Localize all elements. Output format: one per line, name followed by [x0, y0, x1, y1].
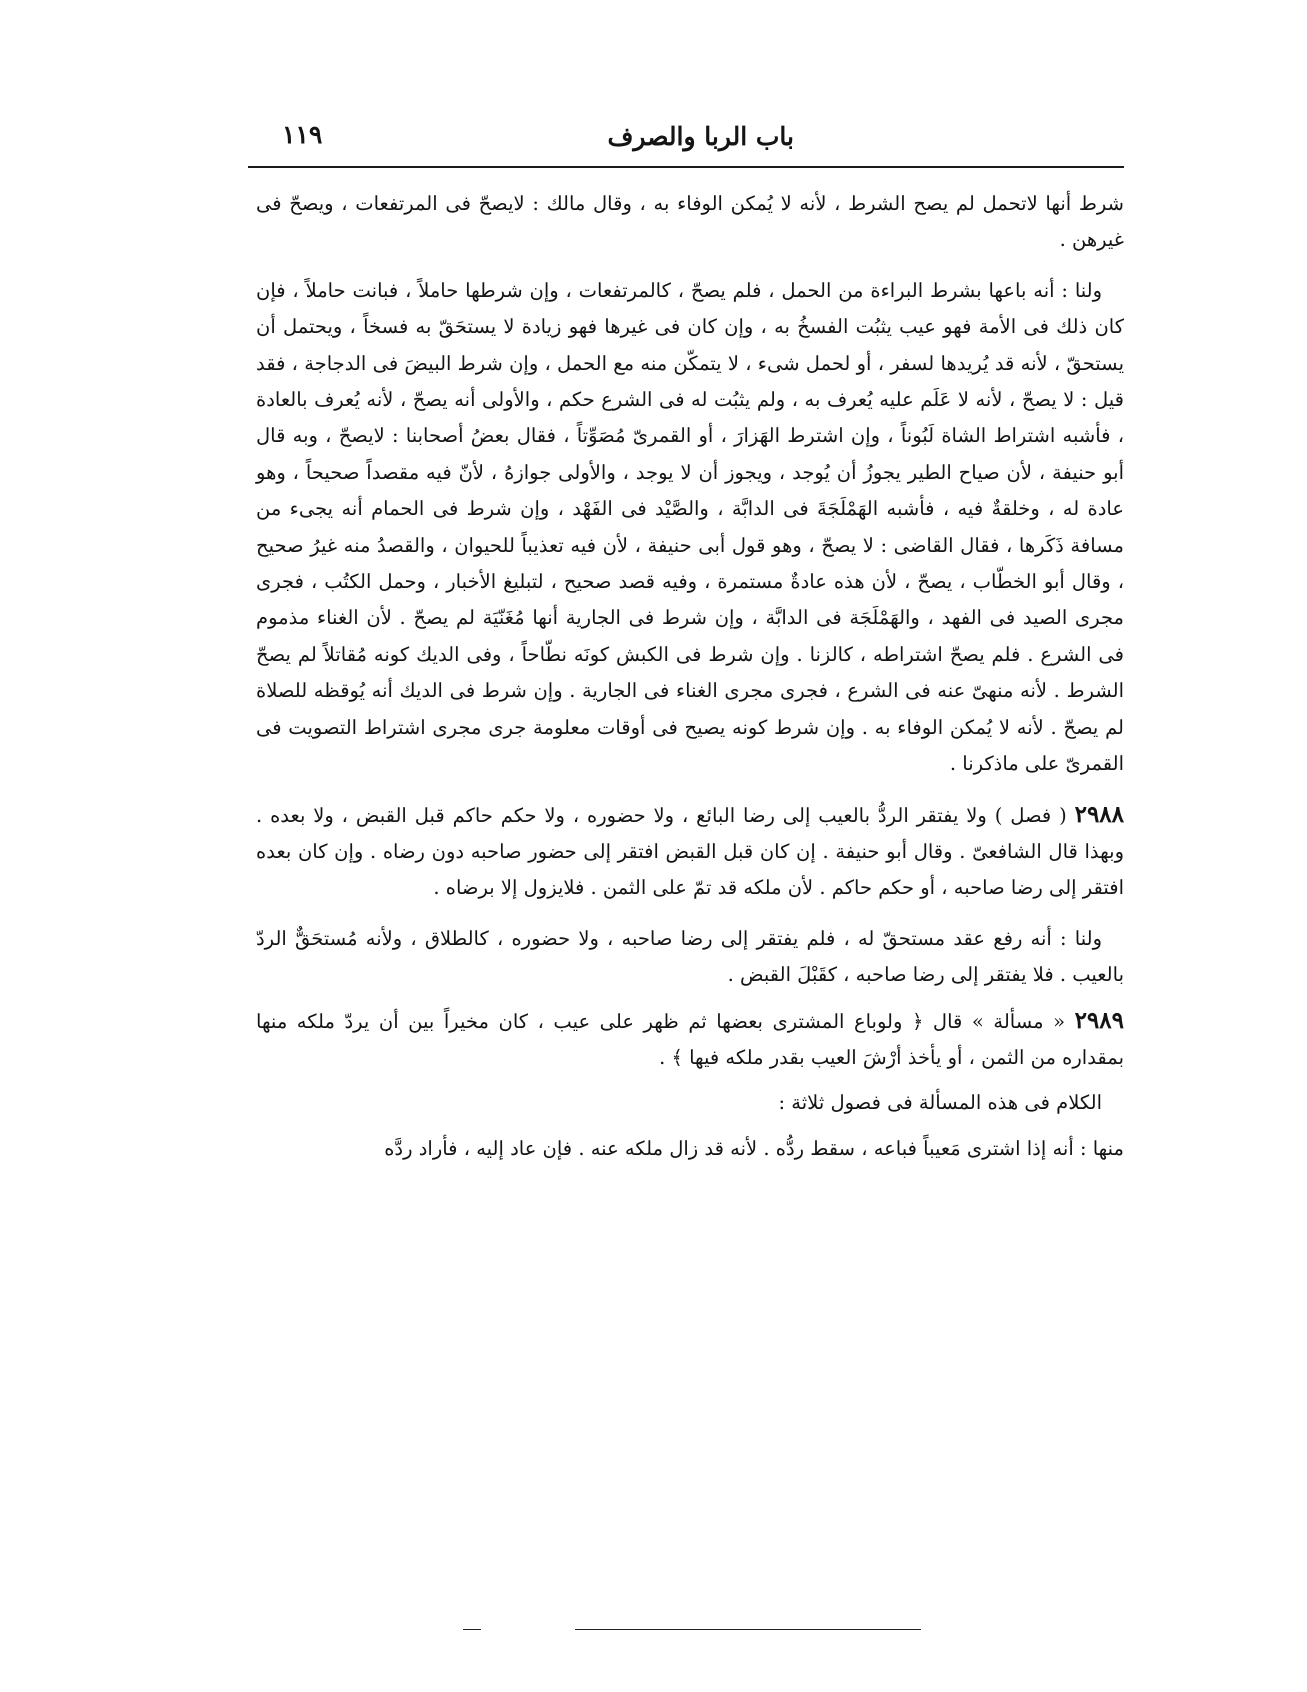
paragraph-continuation: شرط أنها لاتحمل لم يصح الشرط ، لأنه لا يُمكن الوفاء به ، وقال مالك : لايصحّ فى المرتفعات ، ويصحّ فى غيرهن .: [256, 192, 1124, 252]
section-2988: [256, 797, 1124, 907]
section-text: « مسألة » قال ﴿ ولوباع المشترى بعضها ثم ظهر على عيب ، كان مخيراً بين أن يردّ ملكه منها بمقداره من الثمن ، أو يأخذ أرْشَ العيب بقدر ملكه فيها ﴾ .: [256, 1009, 1124, 1069]
chapter-title: باب الربا والصرف: [607, 122, 794, 151]
paragraph-intro: الكلام فى هذه المسألة فى فصول ثلاثة :: [778, 1091, 1102, 1115]
paragraph-response: ولنا : أنه باعها بشرط البراءة من الحمل ، فلم يصحّ ، كالمرتفعات ، وإن شرطها حاملاً ، فبانت حاملاً ، فإن كان ذلك فى الأمة فهو عيب يثبُت الفسخُ به ، وإن كان فى غيرها فهو زيادة لا يستحَقّ به فسخاً ، ويحتمل أن يستحقّ ، لأنه قد يُريدها لسفر ، أو لحمل شىء ، لا يتمكّن منه مع الحمل ، وإن شرط البيضَ فى الدجاجة ، فقد قيل : لا يصحّ ، لأنه لا عَلَم عليه يُعرف به ، ولم يثبُت له فى الشرع حكم ، والأولى أنه يصحّ ، لأنه يُعرف بالعادة ، فأشبه اشتراط الشاة لَبُوناً ، وإن اشترط الهَزارَ ، أو القمرىّ مُصَوِّتاً ، فقال بعضُ أصحابنا : لايصحّ ، وبه قال أبو حنيفة ، لأن صياح الطير يجوزُ أن يُوجد ، ويجوز أن لا يوجد ، والأولى جوازهُ ، لأنّ فيه مقصداً صحيحاً ، وهو عادة له ، وخلقةٌ فيه ، فأشبه الهَمْلَجَةَ فى الدابَّة ، والصَّيْد فى الفَهْد ، وإن شرط فى الحمام أنه يجىء من مسافة ذَكَرها ، فقال القاضى : لا يصحّ ، وهو قول أبى حنيفة ، لأن فيه تعذيباً للحيوان ، والقصدُ منه غيرُ صحيح ، وقال أبو الخطّاب ، يصحّ ، لأن هذه عادةٌ مستمرة ، وفيه قصد صحيح ، لتبليغ الأخبار ، وحمل الكتُب ، فجرى مجرى الصيد فى الفهد ، والهَمْلَجَة فى الدابَّة ، وإن شرط فى الجارية أنها مُغَنّيَة لم يصحّ . لأن الغناء مذموم فى الشرع . فلم يصحّ اشتراطه ، كالزنا . وإن شرط فى الكبش كونَه نطّاحاً ، وفى الديك كونه مُقاتلاً لم يصحّ الشرط . لأنه منهىّ عنه فى الشرع ، فجرى مجرى الغناء فى الجارية . وإن شرط فى الديك أنه يُوقظه للصلاة لم يصحّ . لأنه لا يُمكن الوفاء به . وإن شرط كونه يصيح فى أوقات معلومة جرى مجرى اشتراط التصويت فى القمرىّ على ماذكرنا .: [256, 278, 1124, 776]
page-number: ١١٩: [282, 120, 323, 149]
section-text: ( فصل ) ولا يفتقر الردُّ بالعيب إلى رضا البائع ، ولا حضوره ، ولا حكم حاكم قبل القبض ، ولا بعده . وبهذا قال الشافعىّ . وقال أبو حنيفة . إن كان قبل القبض افتقر إلى حضور صاحبه دون رضاه . وإن كان بعده افتقر إلى رضا صاحبه ، أو حكم حاكم . لأن ملكه قد تمّ على الثمن . فلايزول إلا برضاه .: [256, 803, 1124, 900]
paragraph-first-chapter: منها : أنه إذا اشترى مَعيباً فباعه ، سقط ردُّه . لأنه قد زال ملكه عنه . فإن عاد إليه ، فأراد ردَّه: [384, 1136, 1124, 1160]
footer-mark: [463, 1629, 481, 1630]
header-divider: [248, 166, 1124, 168]
running-header: [252, 118, 1124, 164]
section-2989: [256, 1003, 1124, 1077]
footer-divider: [575, 1629, 921, 1630]
paragraph-response-2: ولنا : أنه رفع عقد مستحقّ له ، فلم يفتقر إلى رضا صاحبه ، ولا حضوره ، كالطلاق ، ولأنه مُستحَقٌّ الردّ بالعيب . فلا يفتقر إلى رضا صاحبه ، كقَبْلَ القبض .: [256, 926, 1124, 987]
page-body: [256, 186, 1124, 1176]
section-number: ٢٩٨٨: [1074, 800, 1125, 828]
section-number: ٢٩٨٩: [1074, 1006, 1124, 1034]
